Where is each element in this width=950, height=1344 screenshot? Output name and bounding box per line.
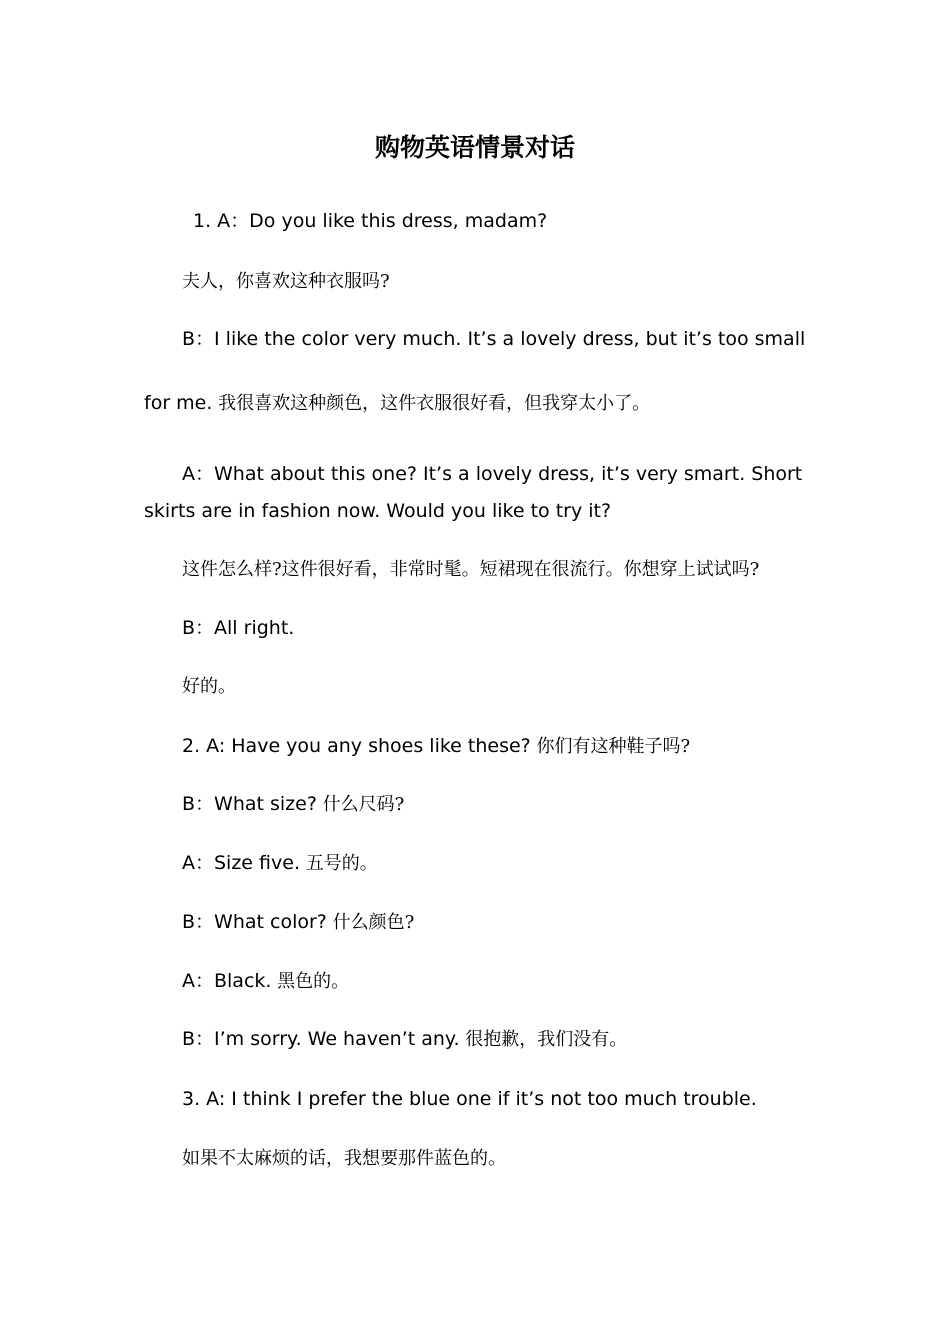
chinese-text: 我很喜欢这种颜色，这件衣服很好看，但我穿太小了。 (212, 393, 651, 414)
chinese-text: 五号的。 (299, 853, 378, 874)
english-text: B：What size? (182, 793, 317, 815)
english-text: A：Black. (182, 970, 272, 992)
dialogue-line (193, 207, 547, 236)
dialogue-line (182, 325, 805, 354)
dialogue-line (182, 908, 414, 937)
dialogue-line (182, 1144, 506, 1173)
chinese-text: 好的。 (182, 676, 236, 697)
english-text: B：I’m sorry. We haven’t any. (182, 1028, 460, 1050)
chinese-text: 你们有这种鞋子吗? (530, 736, 691, 757)
dialogue-line (182, 790, 404, 819)
chinese-text: 这件怎么样?这件很好看，非常时髦。短裙现在很流行。你想穿上试试吗? (182, 559, 760, 580)
dialogue-line (182, 614, 294, 643)
dialogue-line (144, 389, 650, 418)
english-text: B：What color? (182, 911, 327, 933)
chinese-text: 黑色的。 (271, 971, 350, 992)
chinese-text: 什么颜色? (326, 912, 415, 933)
dialogue-line (182, 849, 378, 878)
english-text: for me. (144, 392, 213, 414)
english-text: 2. A: Have you any shoes like these? (182, 735, 531, 757)
english-text: skirts are in fashion now. Would you like to try it? (144, 500, 612, 522)
dialogue-line (182, 732, 690, 761)
dialogue-line (182, 672, 236, 701)
chinese-text: 很抱歉，我们没有。 (459, 1029, 628, 1050)
english-text: B：All right. (182, 617, 295, 639)
english-text: 3. A: I think I prefer the blue one if it’s not too much trouble. (182, 1088, 757, 1110)
dialogue-line (182, 1085, 757, 1114)
dialogue-line (182, 267, 390, 296)
dialogue-line (144, 497, 611, 526)
chinese-text: 如果不太麻烦的话，我想要那件蓝色的。 (182, 1148, 506, 1169)
dialogue-line (182, 460, 802, 489)
english-text: 1. A：Do you like this dress, madam? (193, 210, 548, 232)
chinese-text: 夫人，你喜欢这种衣服吗? (182, 271, 390, 292)
dialogue-line (182, 1025, 627, 1054)
english-text: A：Size five. (182, 852, 300, 874)
dialogue-line (182, 967, 349, 996)
english-text: B：I like the color very much. It’s a lovely dress, but it’s too small (182, 328, 806, 350)
chinese-text: 什么尺码? (316, 794, 405, 815)
document-title: 购物英语情景对话 (374, 133, 575, 162)
dialogue-line (182, 555, 759, 584)
english-text: A：What about this one? It’s a lovely dress, it’s very smart. Short (182, 463, 803, 485)
